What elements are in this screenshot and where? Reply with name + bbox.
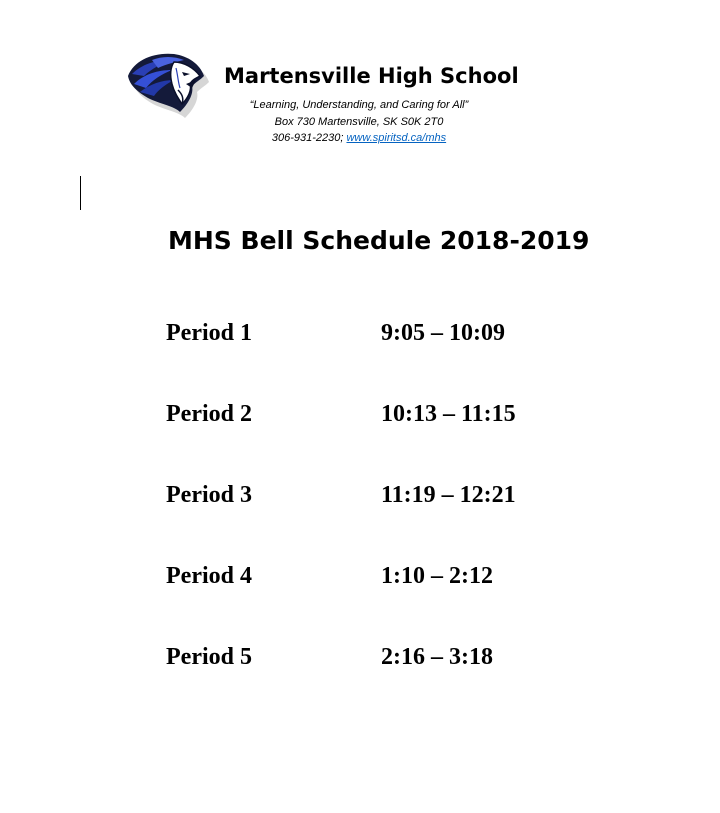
- schedule-row: [166, 482, 586, 563]
- period-time: 11:19 – 12:21: [381, 482, 516, 508]
- school-address: Box 730 Martensville, SK S0K 2T0: [274, 116, 444, 128]
- page-title: MHS Bell Schedule 2018-2019: [168, 226, 590, 255]
- period-label: Period 4: [166, 563, 252, 589]
- schedule-row: [166, 320, 586, 401]
- schedule-row: [166, 563, 586, 644]
- period-time: 9:05 – 10:09: [381, 320, 505, 346]
- schedule-row: [166, 401, 586, 482]
- lion-head-icon: [122, 48, 210, 120]
- school-contact: [200, 132, 518, 144]
- period-time: 1:10 – 2:12: [381, 563, 493, 589]
- bell-schedule: [166, 320, 586, 725]
- letterhead: [0, 0, 720, 160]
- period-label: Period 1: [166, 320, 252, 346]
- period-label: Period 3: [166, 482, 252, 508]
- period-time: 2:16 – 3:18: [381, 644, 493, 670]
- text-cursor: [80, 176, 81, 210]
- school-website-link[interactable]: www.spiritsd.ca/mhs: [346, 132, 447, 144]
- schedule-row: [166, 644, 586, 725]
- school-phone: 306-931-2230;: [271, 132, 347, 144]
- period-label: Period 5: [166, 644, 252, 670]
- school-motto: “Learning, Understanding, and Caring for All”: [249, 99, 469, 111]
- period-time: 10:13 – 11:15: [381, 401, 516, 427]
- period-label: Period 2: [166, 401, 252, 427]
- school-name: Martensville High School: [224, 64, 519, 88]
